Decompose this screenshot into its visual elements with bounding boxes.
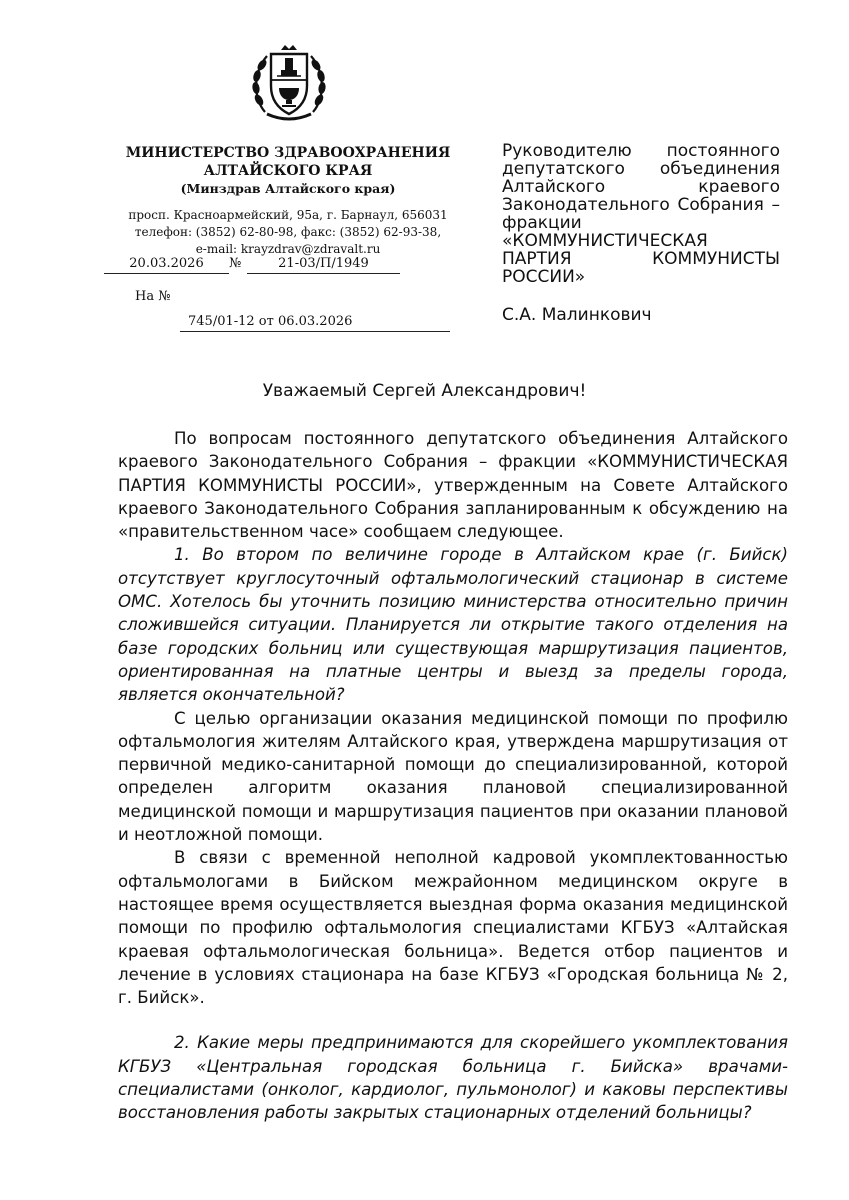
outgoing-number: 21-03/П/1949: [247, 255, 400, 274]
ministry-phone: телефон: (3852) 62-80-98, факс: (3852) 62-93-38,: [134, 225, 442, 239]
ministry-short-name: (Минздрав Алтайского края): [180, 181, 396, 196]
addressee-title: Руководителю постоянного депутатского объединения Алтайского краевого Законодательного Собрания – фракции «КОММУНИСТИЧЕСКАЯ ПАРТИЯ КОММУНИСТЫ РОССИИ»: [502, 141, 780, 287]
ministry-address: просп. Красноармейский, 95а, г. Барнаул, 656031: [128, 208, 448, 222]
ministry-block: [108, 144, 468, 258]
question-2: 2. Какие меры предпринимаются для скорейшего укомплектования КГБУЗ «Центральная городская больница г. Бийска» врачами-специалистами (онколог, кардиолог, пульмонолог) и каковы перспективы восстановления работы закрытых стационарных отделений больницы?: [118, 1033, 788, 1123]
ministry-region: АЛТАЙСКОГО КРАЯ: [203, 163, 373, 179]
question-1: 1. Во втором по величине городе в Алтайском крае (г. Бийск) отсутствует круглосуточный офтальмологический стационар в системе ОМС. Хотелось бы уточнить позицию министерства относительно причин сложившейся ситуации. Планируется ли открытие такого отделения на базе городских больниц или существующая маршрутизация пациентов, ориентированная на платные центры и выезд за пределы города, является окончательной?: [118, 545, 788, 705]
letter-body: [118, 427, 788, 1125]
outgoing-date: 20.03.2026: [104, 255, 229, 274]
reply-to-label: На №: [135, 289, 171, 304]
paragraph-intro: По вопросам постоянного депутатского объединения Алтайского краевого Законодательного Собрания – фракции «КОММУНИСТИЧЕСКАЯ ПАРТИЯ КОММУНИСТЫ РОССИИ», утвержденным на Совете Алтайского краевого Законодательного Собрания запланированным к обсуждению на «правительственном часе» сообщаем следующее.: [118, 429, 788, 542]
greeting: Уважаемый Сергей Александрович!: [262, 381, 587, 401]
ministry-name: МИНИСТЕРСТВО ЗДРАВООХРАНЕНИЯ: [125, 145, 451, 161]
addressee-name: С.А. Малинкович: [502, 305, 652, 325]
ministry-email: e-mail: krayzdrav@zdravalt.ru: [195, 242, 381, 256]
coat-of-arms-icon: [247, 42, 331, 126]
answer-1-routing: С целью организации оказания медицинской помощи по профилю офтальмология жителям Алтайского края, утверждена маршрутизация от первичной медико-санитарной помощи до специализированной, которой определен алгоритм оказания плановой специализированной медицинской помощи и маршрутизация пациентов при оказании плановой и неотложной помощи.: [118, 708, 788, 845]
addressee-block: [502, 142, 780, 324]
answer-1-staffing: В связи с временной неполной кадровой укомплектованностью офтальмологами в Бийском межрайонном медицинском округе в настоящее время осуществляется выездная форма оказания медицинской помощи по профилю офтальмология специалистами КГБУЗ «Алтайская краевая офтальмологическая больница». Ведется отбор пациентов и лечение в условиях стационара на базе КГБУЗ «Городская больница № 2, г. Бийск».: [118, 848, 788, 1008]
ministry-contacts: [108, 207, 468, 258]
number-sign: №: [229, 256, 242, 271]
reply-to-reference: 745/01-12 от 06.03.2026: [180, 313, 450, 332]
